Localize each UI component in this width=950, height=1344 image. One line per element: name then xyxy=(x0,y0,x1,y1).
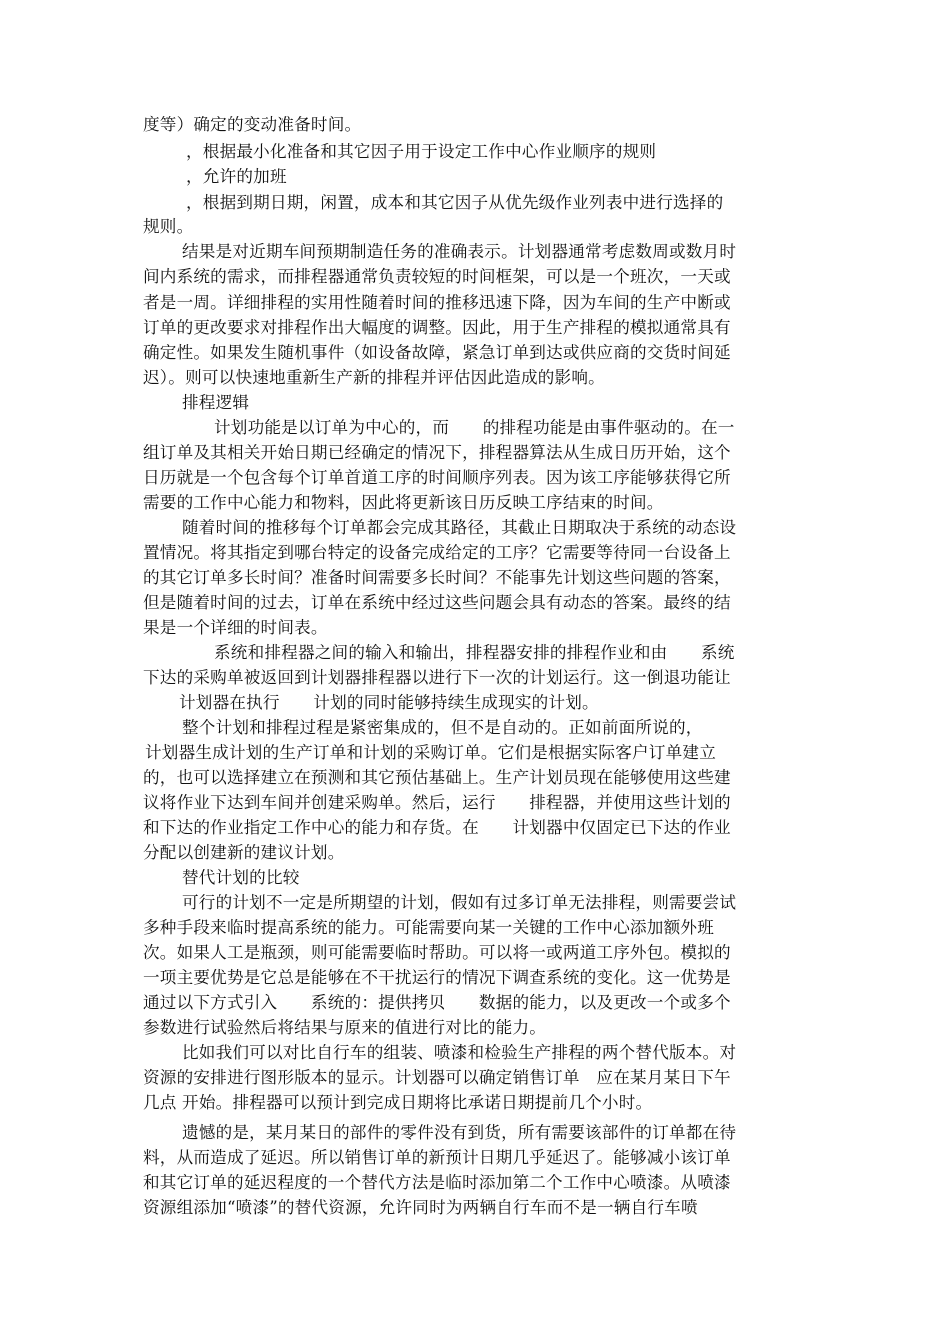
text-line: 计划器生成计划的生产订单和计划的采购订单。它们是根据实际客户订单建立 xyxy=(145,743,716,762)
text-line: 资源的安排进行图形版本的显示。计划器可以确定销售订单 应在某月某日下午 xyxy=(143,1068,731,1087)
text-line: 比如我们可以对比自行车的组装、喷漆和检验生产排程的两个替代版本。对 xyxy=(182,1043,737,1062)
text-line: 者是一周。详细排程的实用性随着时间的推移迅速下降，因为车间的生产中断或 xyxy=(143,293,731,312)
text-line: 规则。 xyxy=(143,217,194,236)
text-line: 系统和排程器之间的输入和输出，排程器安排的排程作业和由 系统 xyxy=(214,643,735,662)
text-line: 几点 开始。排程器可以预计到完成日期将比承诺日期提前几个小时。 xyxy=(143,1093,653,1112)
text-line: 随着时间的推移每个订单都会完成其路径，其截止日期取决于系统的动态设 xyxy=(182,518,737,537)
text-line: 和其它订单的延迟程度的一个替代方法是临时添加第二个工作中心喷漆。从喷漆 xyxy=(143,1173,731,1192)
text-line: 一项主要优势是它总是能够在不干扰运行的情况下调查系统的变化。这一优势是 xyxy=(143,968,731,987)
text-line: 参数进行试验然后将结果与原来的值进行对比的能力。 xyxy=(143,1018,547,1037)
text-line: 和下达的作业指定工作中心的能力和存货。在 计划器中仅固定已下达的作业 xyxy=(143,818,731,837)
text-line: 遗憾的是，某月某日的部件的零件没有到货，所有需要该部件的订单都在待 xyxy=(182,1123,737,1142)
text-line: 下达的采购单被返回到计划器排程器以进行下一次的计划运行。这一倒退功能让 xyxy=(143,668,731,687)
text-line: 的，也可以选择建立在预测和其它预估基础上。生产计划员现在能够使用这些建 xyxy=(143,768,731,787)
text-line: 日历就是一个包含每个订单首道工序的时间顺序列表。因为该工序能够获得它所 xyxy=(143,468,731,487)
text-line: 料，从而造成了延迟。所以销售订单的新预计日期几乎延迟了。能够减小该订单 xyxy=(143,1148,731,1167)
text-line: 资源组添加“喷漆”的替代资源，允许同时为两辆自行车而不是一辆自行车喷 xyxy=(143,1198,698,1217)
text-line: 分配以创建新的建议计划。 xyxy=(143,843,345,862)
text-line: ，允许的加班 xyxy=(186,167,287,186)
text-line: 置情况。将其指定到哪台特定的设备完成给定的工序？它需要等待同一台设备上 xyxy=(143,543,731,562)
text-line: 计划功能是以订单为中心的，而 的排程功能是由事件驱动的。在一 xyxy=(214,418,735,437)
text-line: ，根据到期日期，闲置，成本和其它因子从优先级作业列表中进行选择的 xyxy=(186,193,724,212)
text-line: 确定性。如果发生随机事件（如设备故障，紧急订单到达或供应商的交货时间延 xyxy=(143,343,731,362)
section-heading: 排程逻辑 xyxy=(182,393,250,412)
text-line: 整个计划和排程过程是紧密集成的，但不是自动的。正如前面所说的， xyxy=(182,718,703,737)
text-line: 计划器在执行 计划的同时能够持续生成现实的计划。 xyxy=(179,693,599,712)
text-line: 结果是对近期车间预期制造任务的准确表示。计划器通常考虑数周或数月时 xyxy=(182,242,737,261)
text-line: 需要的工作中心能力和物料，因此将更新该日历反映工序结束的时间。 xyxy=(143,493,664,512)
text-line: 议将作业下达到车间并创建采购单。然后，运行 排程器，并使用这些计划的 xyxy=(143,793,731,812)
text-line: 可行的计划不一定是所期望的计划，假如有过多订单无法排程，则需要尝试 xyxy=(182,893,737,912)
text-line: 组订单及其相关开始日期已经确定的情况下，排程器算法从生成日历开始，这个 xyxy=(143,443,731,462)
text-line: 的其它订单多长时间？准备时间需要多长时间？不能事先计划这些问题的答案， xyxy=(143,568,731,587)
text-line: 次。如果人工是瓶颈，则可能需要临时帮助。可以将一或两道工序外包。模拟的 xyxy=(143,943,731,962)
text-line: 间内系统的需求，而排程器通常负责较短的时间框架，可以是一个班次，一天或 xyxy=(143,267,731,286)
text-line: 迟）。则可以快速地重新生产新的排程并评估因此造成的影响。 xyxy=(143,368,605,387)
section-heading: 替代计划的比较 xyxy=(182,868,300,887)
text-line: 通过以下方式引入 系统的：提供拷贝 数据的能力，以及更改一个或多个 xyxy=(143,993,731,1012)
text-line: 果是一个详细的时间表。 xyxy=(143,618,328,637)
text-line: ，根据最小化准备和其它因子用于设定工作中心作业顺序的规则 xyxy=(186,142,657,161)
text-line: 度等）确定的变动准备时间。 xyxy=(143,115,362,134)
text-line: 多种手段来临时提高系统的能力。可能需要向某一关键的工作中心添加额外班 xyxy=(143,918,714,937)
text-line: 订单的更改要求对排程作出大幅度的调整。因此，用于生产排程的模拟通常具有 xyxy=(143,318,731,337)
text-line: 但是随着时间的过去，订单在系统中经过这些问题会具有动态的答案。最终的结 xyxy=(143,593,731,612)
